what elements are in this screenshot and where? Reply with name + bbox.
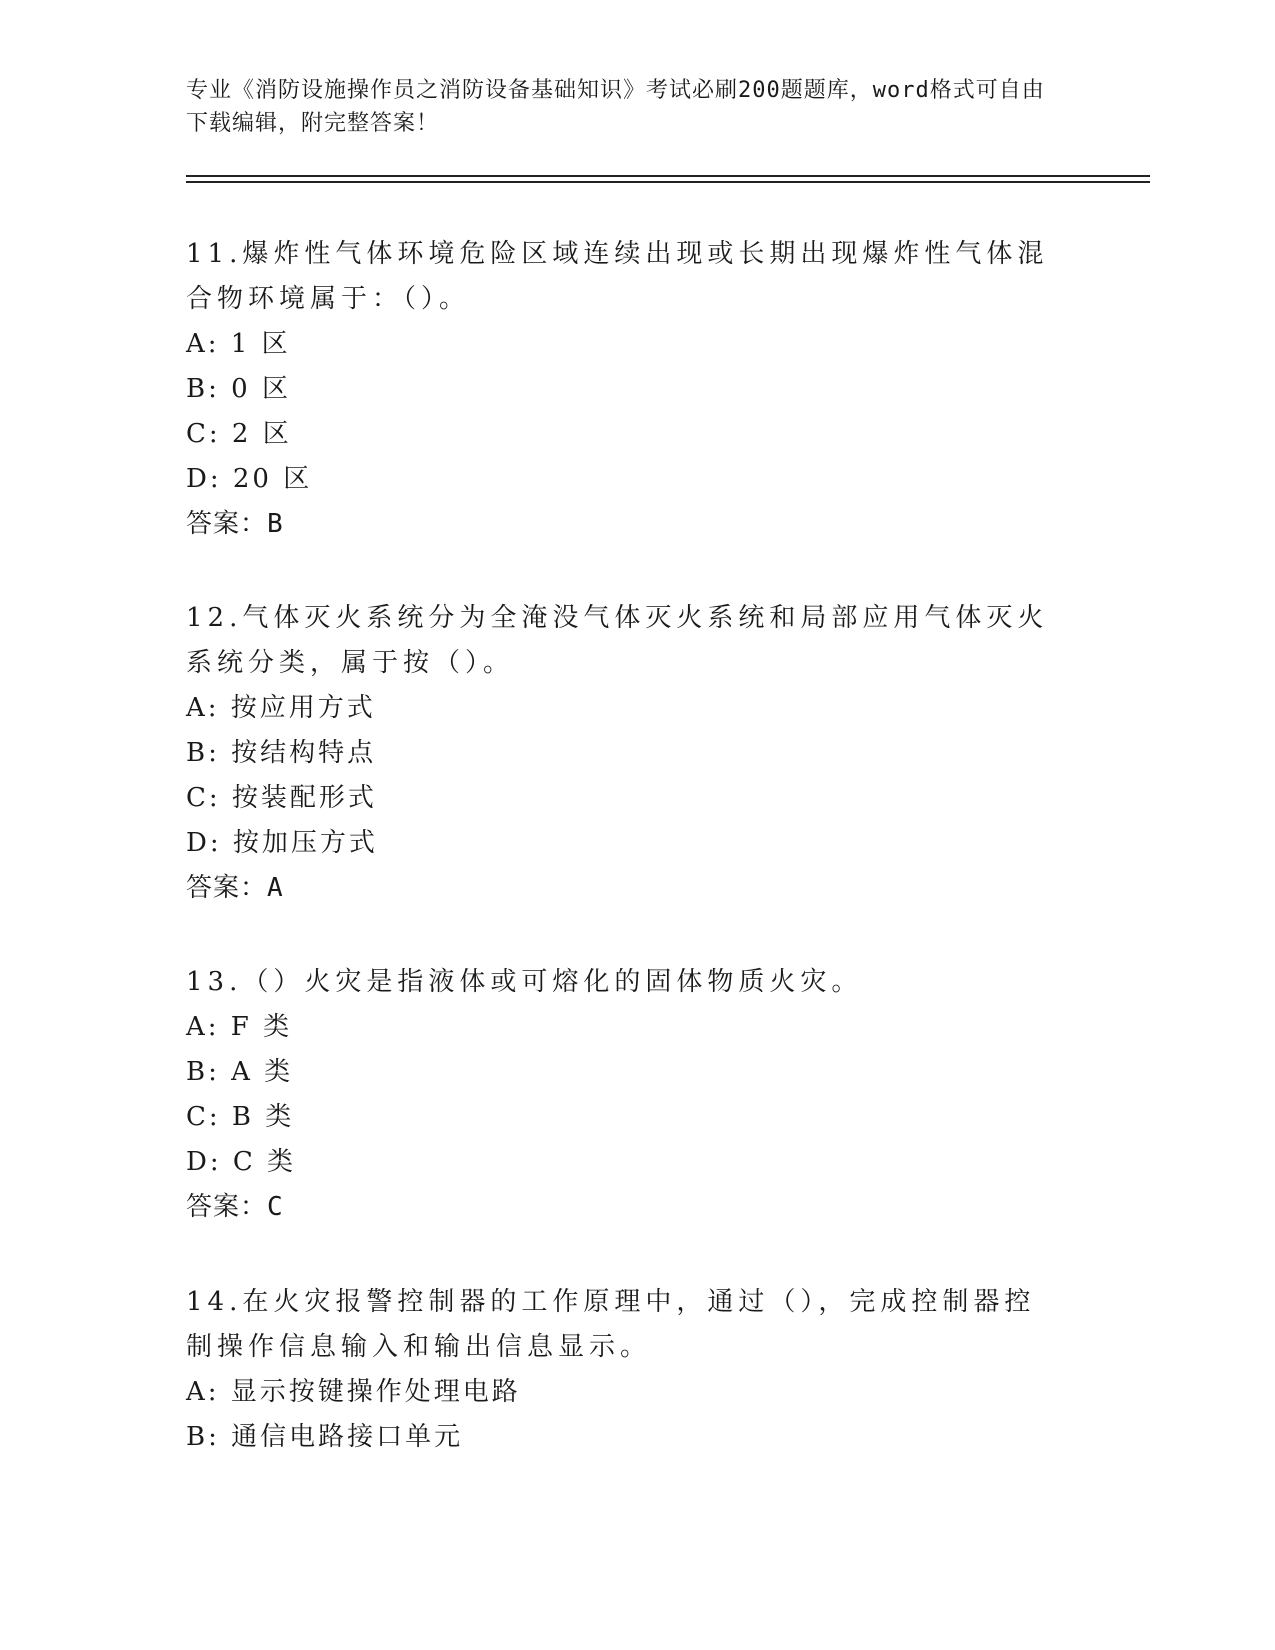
option-d: D: 按加压方式 bbox=[186, 828, 378, 858]
option-b: B: 按结构特点 bbox=[186, 738, 377, 768]
option-d: D: C 类 bbox=[186, 1147, 297, 1177]
option-c: C: B 类 bbox=[186, 1102, 295, 1132]
question-stem: 12.气体灭火系统分为全淹没气体灭火系统和局部应用气体灭火系统分类，属于按（）。 bbox=[186, 603, 1049, 678]
answer-line: 答案：C bbox=[186, 1192, 284, 1222]
question-stem: 13.（）火灾是指液体或可熔化的固体物质火灾。 bbox=[186, 967, 863, 997]
option-b: B: A 类 bbox=[186, 1057, 294, 1087]
question-stem: 11.爆炸性气体环境危险区域连续出现或长期出现爆炸性气体混合物环境属于：（）。 bbox=[186, 239, 1049, 314]
option-b: B: 通信电路接口单元 bbox=[186, 1422, 464, 1452]
header-divider-top bbox=[186, 175, 1150, 177]
option-a: A: 显示按键操作处理电路 bbox=[186, 1377, 521, 1407]
question-11 bbox=[186, 232, 1066, 547]
option-b: B: 0 区 bbox=[186, 374, 291, 404]
option-d: D: 20 区 bbox=[186, 464, 313, 494]
document-header: 专业《消防设施操作员之消防设备基础知识》考试必刷200题题库，word格式可自由下载编辑，附完整答案！ bbox=[186, 78, 1045, 136]
answer-line: 答案：B bbox=[186, 509, 284, 539]
answer-line: 答案：A bbox=[186, 873, 284, 903]
option-a: A: 按应用方式 bbox=[186, 693, 376, 723]
option-c: C: 2 区 bbox=[186, 419, 292, 449]
option-c: C: 按装配形式 bbox=[186, 783, 377, 813]
question-stem: 14.在火灾报警控制器的工作原理中，通过（），完成控制器控制操作信息输入和输出信息显示。 bbox=[186, 1287, 1036, 1362]
option-a: A: F 类 bbox=[186, 1012, 293, 1042]
option-a: A: 1 区 bbox=[186, 329, 291, 359]
question-12 bbox=[186, 596, 1066, 911]
header-divider-bottom bbox=[186, 181, 1150, 183]
question-14 bbox=[186, 1280, 1066, 1460]
question-13 bbox=[186, 960, 1066, 1230]
